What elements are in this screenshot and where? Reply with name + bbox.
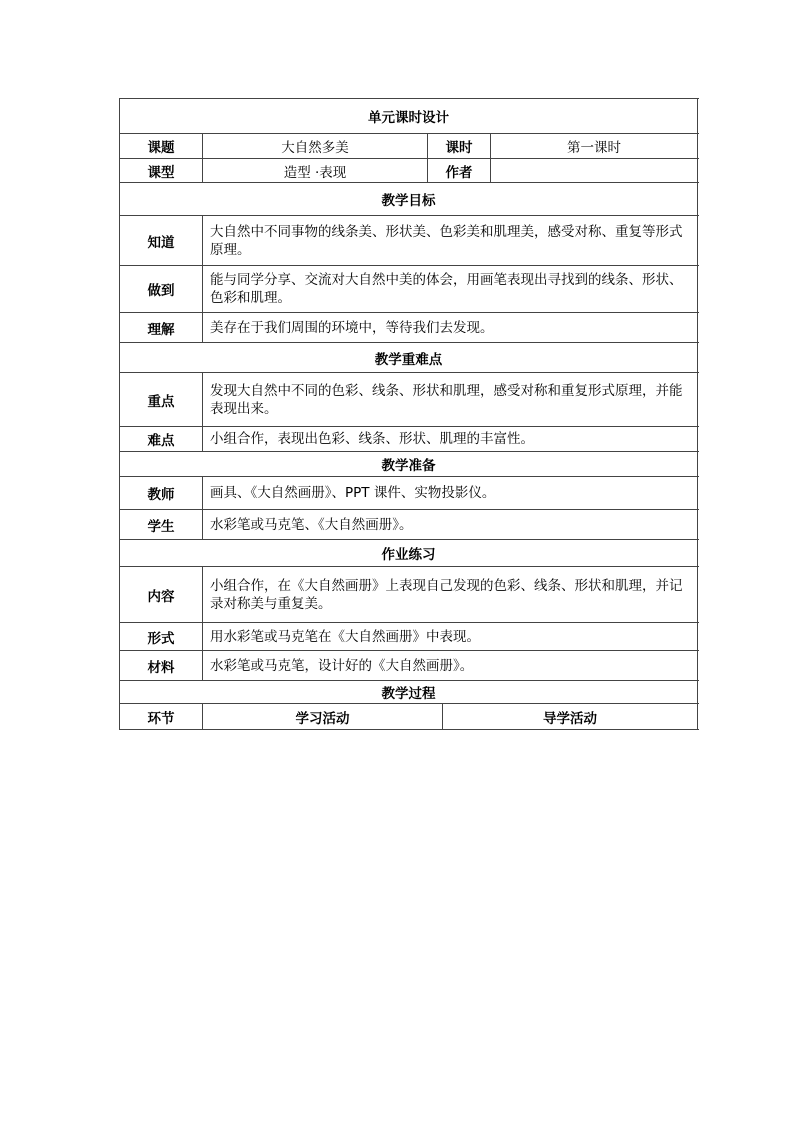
preparation-label: 学生 (120, 510, 203, 539)
homework-row (120, 651, 699, 681)
goal-label: 理解 (120, 313, 203, 342)
keypoint-text: 发现大自然中不同的色彩、线条、形状和肌理，感受对称和重复形式原理，并能表现出来。 (203, 373, 698, 426)
keypoint-row (120, 373, 699, 427)
preparation-text: 水彩笔或马克笔、《大自然画册》。 (203, 510, 698, 539)
homework-label: 材料 (120, 651, 203, 680)
keypoints-heading-row (120, 343, 699, 373)
type-label: 课型 (120, 159, 203, 182)
info-row-2 (120, 159, 699, 183)
period-label: 课时 (428, 134, 491, 158)
info-row-1 (120, 134, 699, 159)
author-label: 作者 (428, 159, 491, 182)
homework-label: 内容 (120, 567, 203, 622)
homework-label: 形式 (120, 623, 203, 650)
goal-text: 能与同学分享、交流对大自然中美的体会，用画笔表现出寻找到的线条、形状、色彩和肌理。 (203, 266, 698, 312)
preparation-heading: 教学准备 (120, 452, 698, 476)
homework-row (120, 623, 699, 651)
keypoint-row (120, 427, 699, 452)
goal-label: 知道 (120, 216, 203, 265)
preparation-row (120, 477, 699, 510)
preparation-heading-row (120, 452, 699, 477)
keypoint-label: 难点 (120, 427, 203, 451)
process-col-guidance: 导学活动 (443, 704, 698, 729)
lesson-plan-table (119, 98, 699, 730)
goal-text: 美存在于我们周围的环境中，等待我们去发现。 (203, 313, 698, 342)
type-value: 造型 ·表现 (203, 159, 428, 182)
goal-row (120, 313, 699, 343)
goals-heading: 教学目标 (120, 183, 698, 215)
goal-text: 大自然中不同事物的线条美、形状美、色彩美和肌理美，感受对称、重复等形式原理。 (203, 216, 698, 265)
author-value (491, 159, 698, 182)
topic-value: 大自然多美 (203, 134, 428, 158)
keypoint-text: 小组合作，表现出色彩、线条、形状、肌理的丰富性。 (203, 427, 698, 451)
goal-row (120, 216, 699, 266)
process-col-stage: 环节 (120, 704, 203, 729)
homework-heading-row (120, 540, 699, 567)
process-heading-row (120, 681, 699, 704)
preparation-row (120, 510, 699, 540)
process-heading: 教学过程 (120, 681, 698, 703)
table-title: 单元课时设计 (120, 99, 698, 133)
homework-heading: 作业练习 (120, 540, 698, 566)
process-header-row (120, 704, 699, 730)
period-value: 第一课时 (491, 134, 698, 158)
goals-heading-row (120, 183, 699, 216)
process-col-learning: 学习活动 (203, 704, 443, 729)
homework-text: 小组合作，在《大自然画册》上表现自己发现的色彩、线条、形状和肌理，并记录对称美与重复美。 (203, 567, 698, 622)
homework-text: 水彩笔或马克笔，设计好的《大自然画册》。 (203, 651, 698, 680)
preparation-label: 教师 (120, 477, 203, 509)
topic-label: 课题 (120, 134, 203, 158)
title-row (120, 99, 699, 134)
homework-row (120, 567, 699, 623)
goal-label: 做到 (120, 266, 203, 312)
keypoints-heading: 教学重难点 (120, 343, 698, 372)
homework-text: 用水彩笔或马克笔在《大自然画册》中表现。 (203, 623, 698, 650)
goal-row (120, 266, 699, 313)
preparation-text: 画具、《大自然画册》、PPT 课件、实物投影仪。 (203, 477, 698, 509)
keypoint-label: 重点 (120, 373, 203, 426)
